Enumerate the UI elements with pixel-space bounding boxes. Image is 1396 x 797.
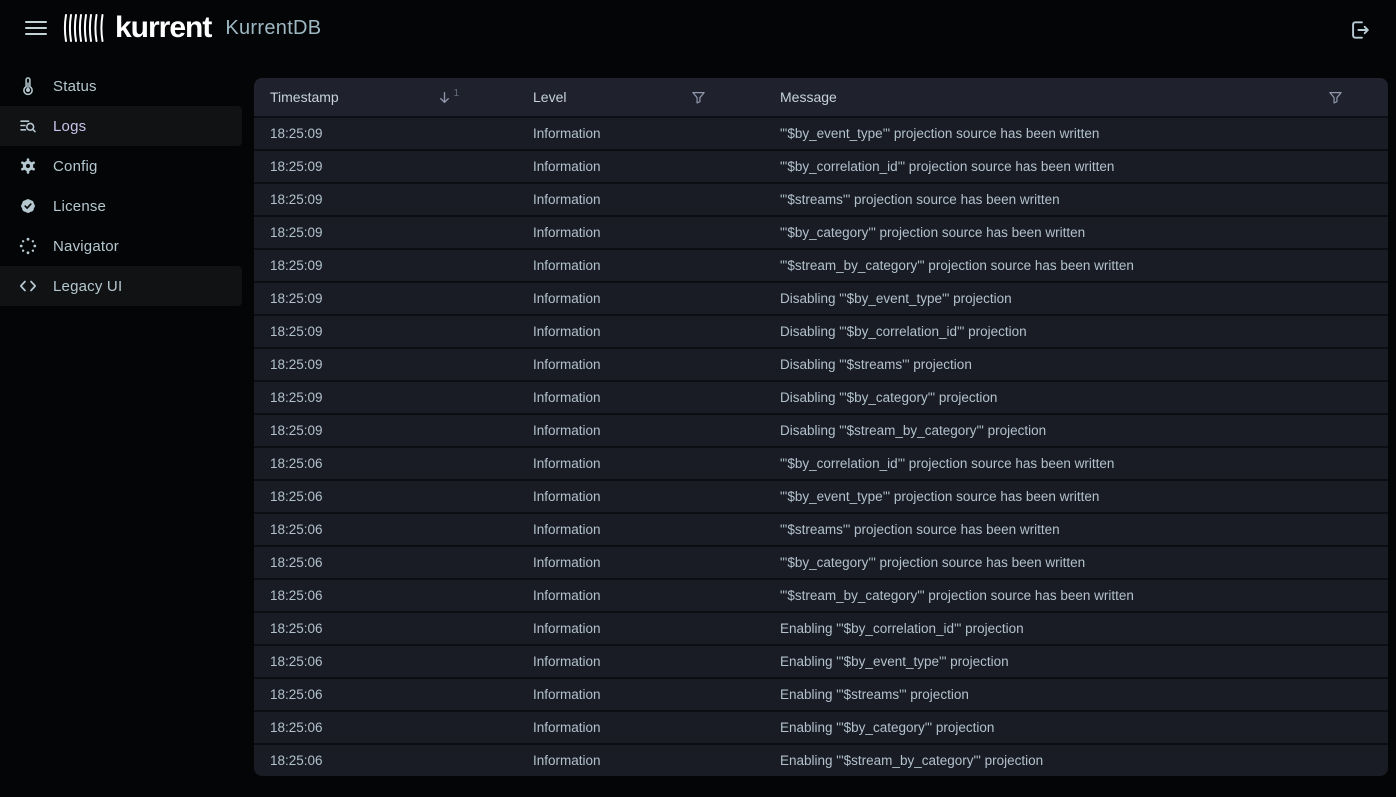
timestamp-cell: 18:25:09 [270, 225, 323, 240]
log-search-icon [18, 116, 38, 136]
table-row [254, 611, 1388, 644]
level-cell: Information [533, 720, 601, 735]
thermometer-icon [18, 76, 38, 96]
filter-funnel-icon[interactable] [1328, 90, 1343, 105]
table-row [254, 512, 1388, 545]
sign-out-icon[interactable] [1346, 17, 1372, 48]
message-cell: Disabling "'$by_category'" projection [780, 390, 998, 405]
column-header-level[interactable] [517, 78, 764, 116]
message-cell: "'$streams'" projection source has been written [780, 192, 1060, 207]
message-cell: "'$streams'" projection source has been written [780, 522, 1060, 537]
sidebar-item-label: Config [53, 157, 98, 175]
sidebar-item-label: Status [53, 77, 97, 95]
topbar [0, 0, 1396, 56]
table-row [254, 314, 1388, 347]
level-cell: Information [533, 522, 601, 537]
timestamp-cell: 18:25:06 [270, 555, 323, 570]
timestamp-cell: 18:25:09 [270, 192, 323, 207]
table-row [254, 281, 1388, 314]
level-cell: Information [533, 654, 601, 669]
timestamp-cell: 18:25:09 [270, 159, 323, 174]
table-row [254, 446, 1388, 479]
timestamp-cell: 18:25:06 [270, 720, 323, 735]
table-row [254, 479, 1388, 512]
table-row [254, 116, 1388, 149]
table-header [254, 78, 1388, 116]
gear-icon [18, 156, 38, 176]
sidebar-item-config[interactable] [0, 146, 242, 186]
message-cell: Disabling "'$streams'" projection [780, 357, 972, 372]
product-name: KurrentDB [225, 16, 322, 39]
message-cell: "'$by_category'" projection source has been written [780, 555, 1086, 570]
table-row [254, 347, 1388, 380]
sidebar-item-navigator[interactable] [0, 226, 242, 266]
message-cell: "'$by_category'" projection source has been written [780, 225, 1086, 240]
timestamp-cell: 18:25:06 [270, 456, 323, 471]
timestamp-cell: 18:25:06 [270, 588, 323, 603]
message-cell: Enabling "'$stream_by_category'" projection [780, 753, 1044, 768]
kurrent-logo-mark [63, 11, 107, 45]
table-row [254, 677, 1388, 710]
column-label-message: Message [780, 89, 837, 105]
table-row [254, 710, 1388, 743]
message-cell: Enabling "'$by_category'" projection [780, 720, 995, 735]
message-cell: Disabling "'$by_correlation_id'" projection [780, 324, 1027, 339]
table-row [254, 380, 1388, 413]
sidebar-item-license[interactable] [0, 186, 242, 226]
brand-wordmark: kurrent [115, 11, 212, 44]
level-cell: Information [533, 555, 601, 570]
level-cell: Information [533, 588, 601, 603]
message-cell: Enabling "'$streams'" projection [780, 687, 969, 702]
timestamp-cell: 18:25:09 [270, 357, 323, 372]
level-cell: Information [533, 324, 601, 339]
level-cell: Information [533, 621, 601, 636]
message-cell: Disabling "'$by_event_type'" projection [780, 291, 1012, 306]
message-cell: "'$stream_by_category'" projection source has been written [780, 588, 1134, 603]
message-cell: "'$stream_by_category'" projection source has been written [780, 258, 1134, 273]
sort-order-badge: 1 [453, 87, 459, 99]
code-brackets-icon [18, 276, 38, 296]
timestamp-cell: 18:25:06 [270, 753, 323, 768]
hamburger-menu-icon[interactable] [25, 21, 47, 35]
level-cell: Information [533, 291, 601, 306]
kurrent-logo [63, 11, 211, 45]
level-cell: Information [533, 456, 601, 471]
message-cell: "'$by_event_type'" projection source has been written [780, 489, 1100, 504]
message-cell: "'$by_correlation_id'" projection source has been written [780, 456, 1115, 471]
timestamp-cell: 18:25:09 [270, 291, 323, 306]
timestamp-cell: 18:25:09 [270, 258, 323, 273]
message-cell: "'$by_event_type'" projection source has been written [780, 126, 1100, 141]
timestamp-cell: 18:25:06 [270, 687, 323, 702]
timestamp-cell: 18:25:06 [270, 621, 323, 636]
level-cell: Information [533, 390, 601, 405]
table-row [254, 578, 1388, 611]
level-cell: Information [533, 687, 601, 702]
sidebar-item-logs[interactable] [0, 106, 242, 146]
license-badge-icon [18, 196, 38, 216]
table-row [254, 248, 1388, 281]
table-row [254, 413, 1388, 446]
table-row [254, 149, 1388, 182]
timestamp-cell: 18:25:09 [270, 324, 323, 339]
column-header-timestamp[interactable] [254, 78, 517, 116]
message-cell: "'$by_correlation_id'" projection source has been written [780, 159, 1115, 174]
sidebar-item-label: Legacy UI [53, 277, 123, 295]
timestamp-cell: 18:25:09 [270, 126, 323, 141]
navigator-dots-icon [18, 236, 38, 256]
level-cell: Information [533, 489, 601, 504]
column-label-level: Level [533, 89, 567, 105]
logs-table [254, 78, 1388, 776]
table-row [254, 545, 1388, 578]
level-cell: Information [533, 126, 601, 141]
timestamp-cell: 18:25:06 [270, 522, 323, 537]
table-body [254, 116, 1388, 776]
sidebar [0, 56, 254, 797]
column-label-timestamp: Timestamp [270, 89, 339, 105]
sidebar-item-status[interactable] [0, 66, 242, 106]
level-cell: Information [533, 192, 601, 207]
sidebar-item-label: License [53, 197, 107, 215]
table-row [254, 644, 1388, 677]
table-row [254, 743, 1388, 776]
timestamp-cell: 18:25:06 [270, 489, 323, 504]
message-cell: Enabling "'$by_correlation_id'" projection [780, 621, 1024, 636]
message-cell: Enabling "'$by_event_type'" projection [780, 654, 1009, 669]
timestamp-cell: 18:25:09 [270, 423, 323, 438]
level-cell: Information [533, 258, 601, 273]
column-header-message[interactable] [764, 78, 1388, 116]
level-cell: Information [533, 159, 601, 174]
table-row [254, 182, 1388, 215]
level-cell: Information [533, 225, 601, 240]
sidebar-item-legacy-ui[interactable] [0, 266, 242, 306]
timestamp-cell: 18:25:09 [270, 390, 323, 405]
sidebar-item-label: Navigator [53, 237, 119, 255]
timestamp-cell: 18:25:06 [270, 654, 323, 669]
table-row [254, 215, 1388, 248]
level-cell: Information [533, 753, 601, 768]
sort-descending-icon [437, 87, 459, 105]
sidebar-item-label: Logs [53, 117, 87, 135]
filter-funnel-icon[interactable] [691, 90, 706, 105]
level-cell: Information [533, 357, 601, 372]
level-cell: Information [533, 423, 601, 438]
message-cell: Disabling "'$stream_by_category'" projection [780, 423, 1047, 438]
